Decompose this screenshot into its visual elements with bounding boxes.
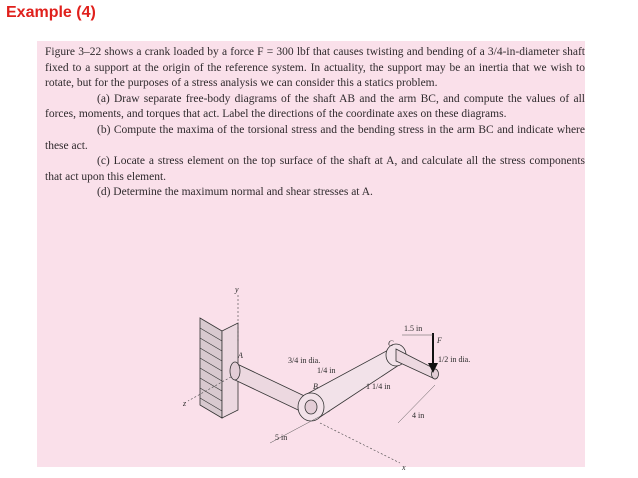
dim-4in-label: 4 in — [412, 411, 425, 420]
problem-intro: Figure 3–22 shows a crank loaded by a force F = 300 lbf that causes twisting and bending of a 3/4-in-diameter shaft fixed to a support at the origin of the reference system. In actuality, the support may be an inertia that we wish to rotate, but for the purposes of a stress analysis we can consider this a statics problem. — [45, 46, 585, 90]
problem-part-c: (c) Locate a stress element on the top surface of the shaft at A, and calculate all the stress components that act upon this element. — [45, 155, 585, 183]
axis-x-label: x — [402, 463, 406, 472]
dim-shaft-dia-label: 3/4 in dia. — [288, 356, 321, 365]
slide-title: Example (4) — [6, 4, 96, 21]
problem-part-d: (d) Determine the maximum normal and shear stresses at A. — [97, 186, 373, 199]
point-c-label: C — [388, 339, 394, 348]
axis-z-label: z — [183, 399, 187, 408]
dim-end-dia-label: 1/2 in dia. — [438, 355, 471, 364]
dim-arm-thick-label: 1/4 in — [317, 366, 336, 375]
point-a-label: A — [238, 351, 243, 360]
dim-arm-width-label: 1 1/4 in — [366, 382, 391, 391]
problem-part-b: (b) Compute the maxima of the torsional stress and the bending stress in the arm BC and indicate where these act. — [45, 123, 585, 152]
axis-y-label: y — [235, 285, 239, 294]
dim-top-label: 1.5 in — [404, 324, 423, 333]
problem-part-a: (a) Draw separate free-body diagrams of the shaft AB and the arm BC, and compute the values of all forces, moments, and torques that act. Label the directions of the coordinate axes on these diagrams. — [45, 92, 585, 121]
dim-5in-label: 5 in — [275, 433, 288, 442]
problem-statement — [45, 45, 585, 201]
crank-figure — [180, 283, 471, 473]
force-label: F — [437, 336, 442, 345]
point-b-label: B — [313, 382, 318, 391]
